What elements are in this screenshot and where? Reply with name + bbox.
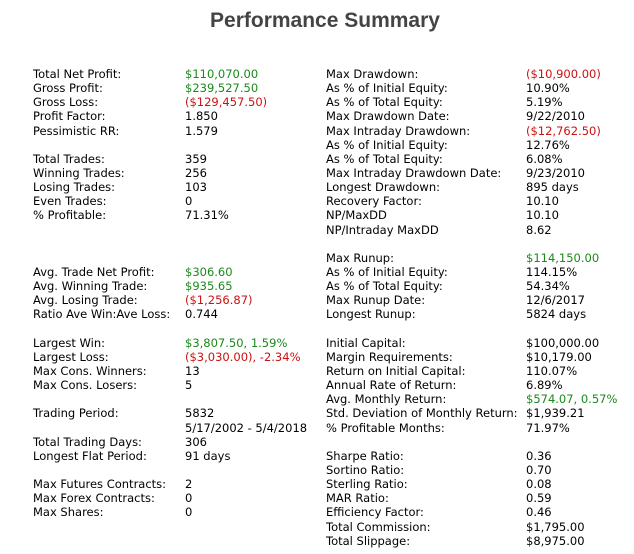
metric-label: Pessimistic RR: xyxy=(33,123,120,138)
metric-label: Avg. Trade Net Profit: xyxy=(33,264,155,279)
metric-row xyxy=(326,406,617,420)
metric-row xyxy=(33,81,307,95)
metric-label: Max Cons. Losers: xyxy=(33,378,137,393)
spacer xyxy=(33,223,307,237)
metric-row xyxy=(33,194,307,208)
metric-row xyxy=(326,265,617,279)
metric-row xyxy=(326,251,617,265)
metric-value: $306.60 xyxy=(185,264,233,279)
metric-row xyxy=(326,307,617,321)
metric-label: As % of Total Equity: xyxy=(326,151,443,166)
metric-value: 13 xyxy=(185,363,200,378)
metric-row xyxy=(326,152,617,166)
metric-row xyxy=(33,477,307,491)
metric-value: $1,795.00 xyxy=(526,519,585,534)
metric-value: $574.07, 0.57% xyxy=(526,392,618,407)
metric-row xyxy=(33,265,307,279)
metric-label: Losing Trades: xyxy=(33,180,116,195)
metric-label: Max Shares: xyxy=(33,505,104,520)
metric-value: $239,527.50 xyxy=(185,81,259,96)
metric-value: 0.744 xyxy=(185,307,218,322)
metric-value: 71.97% xyxy=(526,420,570,435)
metric-row xyxy=(326,293,617,307)
metric-row xyxy=(326,223,617,237)
metric-row xyxy=(326,350,617,364)
metric-row xyxy=(326,180,617,194)
metric-label: % Profitable: xyxy=(33,208,107,223)
metric-label: Even Trades: xyxy=(33,194,107,209)
metric-label: Max Drawdown Date: xyxy=(326,109,450,124)
metric-row xyxy=(326,477,617,491)
metric-label: Longest Drawdown: xyxy=(326,180,441,195)
metric-row xyxy=(326,166,617,180)
metric-label: As % of Initial Equity: xyxy=(326,137,448,152)
metric-value: 54.34% xyxy=(526,279,570,294)
metric-value: $3,807.50, 1.59% xyxy=(185,335,288,350)
metric-label: Avg. Losing Trade: xyxy=(33,293,138,308)
metric-label: Max Cons. Winners: xyxy=(33,363,147,378)
metric-label: As % of Total Equity: xyxy=(326,279,443,294)
metric-value: $8,975.00 xyxy=(526,533,585,548)
metric-value: 0.70 xyxy=(526,462,552,477)
metric-value: 5/17/2002 - 5/4/2018 xyxy=(185,420,308,435)
left-metrics-column xyxy=(33,67,307,520)
metric-value: $10,179.00 xyxy=(526,349,592,364)
metric-label: Total Trades: xyxy=(33,151,105,166)
metric-label: Largest Loss: xyxy=(33,349,109,364)
metric-value: ($10,900.00) xyxy=(526,67,601,81)
metric-row xyxy=(326,534,617,548)
metric-row xyxy=(33,180,307,194)
metric-label: MAR Ratio: xyxy=(326,491,389,506)
metric-label: Winning Trades: xyxy=(33,165,125,180)
metric-value: 5 xyxy=(185,378,193,393)
metric-row xyxy=(33,208,307,222)
metric-value: 359 xyxy=(185,151,207,166)
metric-value: 8.62 xyxy=(526,222,552,237)
metric-value: 12/6/2017 xyxy=(526,293,585,308)
page-title: Performance Summary xyxy=(210,9,440,32)
metric-value: 5832 xyxy=(185,406,215,421)
metric-label: Sterling Ratio: xyxy=(326,477,408,492)
metric-label: As % of Total Equity: xyxy=(326,95,443,110)
metric-label: Annual Rate of Return: xyxy=(326,378,457,393)
metric-row xyxy=(326,392,617,406)
metric-value: 1.579 xyxy=(185,123,218,138)
metric-label: Max Intraday Drawdown: xyxy=(326,123,471,138)
metric-label: Initial Capital: xyxy=(326,335,406,350)
metric-label: Sortino Ratio: xyxy=(326,462,405,477)
metric-row xyxy=(33,364,307,378)
metric-row xyxy=(33,67,307,81)
metric-value: 91 days xyxy=(185,448,231,463)
metric-row xyxy=(326,520,617,534)
metric-row xyxy=(33,421,307,435)
metric-value: ($129,457.50) xyxy=(185,95,268,110)
metric-row xyxy=(326,138,617,152)
metric-row xyxy=(33,293,307,307)
metric-row xyxy=(33,378,307,392)
metric-row xyxy=(326,421,617,435)
metric-row xyxy=(33,350,307,364)
metric-value: 256 xyxy=(185,165,207,180)
metric-value: 306 xyxy=(185,434,207,449)
metric-label: Ratio Ave Win:Ave Loss: xyxy=(33,307,171,322)
metric-label: Profit Factor: xyxy=(33,109,106,124)
metric-row xyxy=(33,124,307,138)
metric-label: Avg. Monthly Return: xyxy=(326,392,447,407)
metric-label: NP/MaxDD xyxy=(326,208,387,223)
metric-row xyxy=(326,208,617,222)
metric-value: 12.76% xyxy=(526,137,570,152)
spacer xyxy=(33,138,307,152)
metric-row xyxy=(33,435,307,449)
metric-label: % Profitable Months: xyxy=(326,420,445,435)
metric-row xyxy=(33,109,307,123)
metric-row xyxy=(33,491,307,505)
metric-row xyxy=(326,336,617,350)
metric-label: Longest Flat Period: xyxy=(33,448,147,463)
metric-value: 0.59 xyxy=(526,491,552,506)
metric-value: 5824 days xyxy=(526,307,587,322)
metric-row xyxy=(326,81,617,95)
metric-value: 10.90% xyxy=(526,81,570,96)
metric-row xyxy=(326,109,617,123)
metric-row xyxy=(326,463,617,477)
metric-label: Gross Loss: xyxy=(33,95,99,110)
metric-label: Total Commission: xyxy=(326,519,431,534)
spacer xyxy=(326,322,617,336)
metric-label: Trading Period: xyxy=(33,406,119,421)
metric-value: 0 xyxy=(185,194,193,209)
metric-label: Recovery Factor: xyxy=(326,194,422,209)
metric-value: 2 xyxy=(185,477,193,492)
metric-value: ($12,762.50) xyxy=(526,123,601,138)
metric-value: ($1,256.87) xyxy=(185,293,253,308)
metric-value: 71.31% xyxy=(185,208,229,223)
right-metrics-column xyxy=(326,67,617,548)
metric-value: 103 xyxy=(185,180,207,195)
metric-label: Std. Deviation of Monthly Return: xyxy=(326,406,518,421)
metric-value: 10.10 xyxy=(526,208,559,223)
metric-value: 0.46 xyxy=(526,505,552,520)
metric-value: $110,070.00 xyxy=(185,67,259,81)
metric-row xyxy=(33,279,307,293)
metric-row xyxy=(326,505,617,519)
metric-label: Efficiency Factor: xyxy=(326,505,424,520)
spacer xyxy=(33,392,307,406)
metric-value: $935.65 xyxy=(185,279,233,294)
metric-row xyxy=(326,491,617,505)
metric-row xyxy=(326,124,617,138)
metric-label: Max Runup Date: xyxy=(326,293,426,308)
metric-value: 10.10 xyxy=(526,194,559,209)
metric-row xyxy=(326,449,617,463)
metric-row xyxy=(33,307,307,321)
metric-row xyxy=(33,152,307,166)
metric-value: 0.36 xyxy=(526,448,552,463)
metric-value: 0 xyxy=(185,491,193,506)
metric-label xyxy=(33,421,185,435)
metric-value: 6.08% xyxy=(526,151,563,166)
metric-label: Max Drawdown: xyxy=(326,67,419,81)
metric-label: Return on Initial Capital: xyxy=(326,363,466,378)
metric-row xyxy=(326,364,617,378)
metric-label: Max Intraday Drawdown Date: xyxy=(326,165,502,180)
metric-value: 9/22/2010 xyxy=(526,109,585,124)
metric-label: Longest Runup: xyxy=(326,307,416,322)
metric-row xyxy=(326,95,617,109)
metric-label: Sharpe Ratio: xyxy=(326,448,404,463)
metric-row xyxy=(326,378,617,392)
metric-label: Margin Requirements: xyxy=(326,349,453,364)
metric-row xyxy=(33,505,307,519)
metric-label: Max Runup: xyxy=(326,250,394,265)
metric-value: $100,000.00 xyxy=(526,335,600,350)
metric-row xyxy=(33,166,307,180)
metric-value: 1.850 xyxy=(185,109,218,124)
metric-value: $114,150.00 xyxy=(526,250,600,265)
metric-label: As % of Initial Equity: xyxy=(326,81,448,96)
metric-row xyxy=(33,406,307,420)
metric-label: As % of Initial Equity: xyxy=(326,264,448,279)
metric-row xyxy=(33,95,307,109)
metric-value: 6.89% xyxy=(526,378,563,393)
spacer xyxy=(33,251,307,265)
spacer xyxy=(33,322,307,336)
metric-label: Avg. Winning Trade: xyxy=(33,279,148,294)
metric-label: Max Forex Contracts: xyxy=(33,491,155,506)
spacer xyxy=(33,237,307,251)
metric-row xyxy=(33,449,307,463)
metric-row xyxy=(326,194,617,208)
metric-label: Total Net Profit: xyxy=(33,67,122,81)
metric-label: Total Trading Days: xyxy=(33,434,142,449)
spacer xyxy=(33,463,307,477)
metric-value: $1,939.21 xyxy=(526,406,585,421)
metric-label: NP/Intraday MaxDD xyxy=(326,222,439,237)
metric-label: Largest Win: xyxy=(33,335,105,350)
metric-value: 0 xyxy=(185,505,193,520)
metric-value: 5.19% xyxy=(526,95,563,110)
metric-label: Total Slippage: xyxy=(326,533,411,548)
metric-value: 895 days xyxy=(526,180,579,195)
metric-value: 0.08 xyxy=(526,477,552,492)
metric-value: 9/23/2010 xyxy=(526,165,585,180)
metric-row xyxy=(326,67,617,81)
metric-label: Max Futures Contracts: xyxy=(33,477,167,492)
spacer xyxy=(326,237,617,251)
spacer xyxy=(326,435,617,449)
metric-value: 110.07% xyxy=(526,363,578,378)
metric-row xyxy=(33,336,307,350)
metric-row xyxy=(326,279,617,293)
metric-label: Gross Profit: xyxy=(33,81,103,96)
metric-value: ($3,030.00), -2.34% xyxy=(185,349,301,364)
metric-value: 114.15% xyxy=(526,264,578,279)
